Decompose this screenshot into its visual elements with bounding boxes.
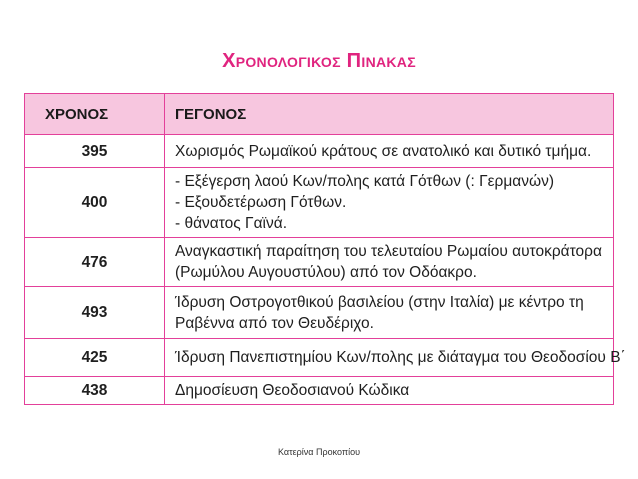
event-line: Ίδρυση Οστρογοτθικού βασιλείου (στην Ιταλία) με κέντρο τη <box>175 293 584 311</box>
row-event <box>165 135 614 168</box>
row-year: 425 <box>25 339 165 377</box>
table-header-row <box>25 94 614 135</box>
chronology-table <box>24 93 626 405</box>
row-event <box>165 168 614 238</box>
event-line: Δημοσίευση Θεοδοσιανού Κώδικα <box>175 382 410 399</box>
row-event <box>165 377 614 405</box>
event-line: Αναγκαστική παραίτηση του τελευταίου Ρωμαίου αυτοκράτορα <box>175 243 602 260</box>
header-year: ΧΡΟΝΟΣ <box>25 94 165 135</box>
event-line: - Εξέγερση λαού Κων/πολης κατά Γότθων (: Γερμανών) <box>175 173 554 190</box>
table-row <box>25 238 614 287</box>
event-line: (Ρωμύλου Αυγουστύλου) από τον Οδόακρο. <box>175 264 477 281</box>
table-row <box>25 168 614 238</box>
row-event <box>165 339 626 377</box>
page-title: Χρονολογικος Πινακας <box>222 50 416 72</box>
row-year: 438 <box>25 377 165 405</box>
table-row <box>25 135 614 168</box>
event-line: - Εξουδετέρωση Γότθων. <box>175 194 347 211</box>
event-line: - θάνατος Γαϊνά. <box>175 215 288 232</box>
table-row <box>25 287 614 339</box>
row-year: 476 <box>25 238 165 287</box>
table-row <box>25 339 614 377</box>
row-event <box>165 238 614 287</box>
event-line: Χωρισμός Ρωμαϊκού κράτους σε ανατολικό και δυτικό τμήμα. <box>175 142 592 160</box>
event-line: Ίδρυση Πανεπιστημίου Κων/πολης με διάταγμα του Θεοδοσίου Β΄ <box>175 349 626 366</box>
header-event: ΓΕΓΟΝΟΣ <box>165 94 614 135</box>
row-year: 395 <box>25 135 165 168</box>
footer-author: Κατερίνα Προκοπίου <box>277 447 360 457</box>
event-line: Ραβέννα από τον Θευδέριχο. <box>175 314 374 332</box>
row-year: 400 <box>25 168 165 238</box>
row-event <box>165 287 614 339</box>
table-row <box>25 377 614 405</box>
row-year: 493 <box>25 287 165 339</box>
